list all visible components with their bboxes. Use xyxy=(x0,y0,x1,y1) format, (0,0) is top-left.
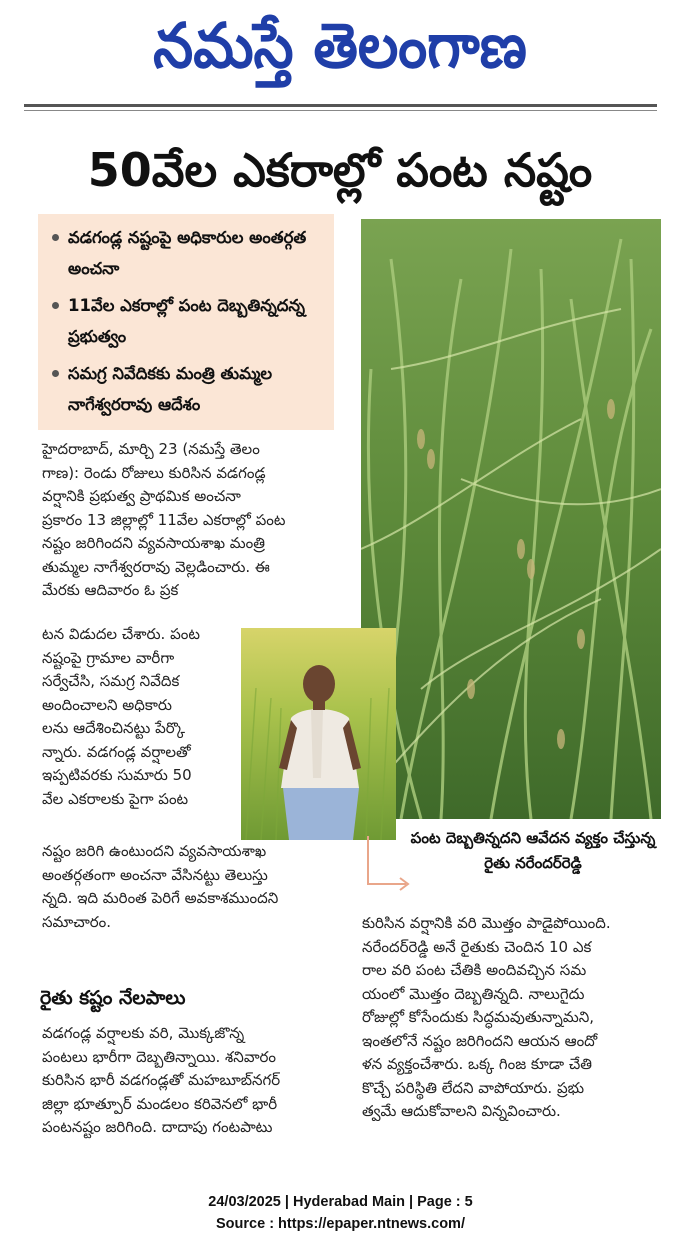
body-line: టన విడుదల చేశారు. పంట xyxy=(42,625,200,643)
body-line: వర్షానికి ప్రభుత్వ ప్రాథమిక అంచనా xyxy=(42,487,241,505)
body-line: ఇంతలోనే నష్టం జరిగిందని ఆయన ఆందో xyxy=(362,1031,598,1050)
section-subheading: రైతు కష్టం నేలపాలు xyxy=(40,987,186,1009)
highlight-item xyxy=(56,358,328,420)
farmer-image xyxy=(241,628,396,840)
article-headline: 50వేల ఎకరాల్లో పంట నష్టం xyxy=(87,143,593,197)
masthead xyxy=(0,0,681,96)
subsection-body xyxy=(42,1022,338,1140)
body-line: గాణ): రెండు రోజులు కురిసిన వడగండ్ల xyxy=(42,463,266,482)
footer-edition-info: 24/03/2025 | Hyderabad Main | Page : 5 xyxy=(208,1194,473,1210)
article-body-continued xyxy=(42,840,338,934)
body-line: రాల వరి పంట చేతికి అందివచ్చిన సమ xyxy=(362,961,587,979)
crop-field-image xyxy=(361,219,661,819)
bullet-icon xyxy=(52,234,59,241)
bullet-icon xyxy=(52,302,59,309)
article-body-narrow xyxy=(42,623,237,811)
body-line: నష్టంపై గ్రామాల వారీగా xyxy=(42,648,175,667)
right-column-body xyxy=(362,912,658,1124)
highlights-box xyxy=(38,214,334,430)
body-line: వేల ఎకరాలకు పైగా పంట xyxy=(42,789,189,808)
body-line: నరేందర్‌రెడ్డి అనే రైతుకు చెందిన 10 ఎక xyxy=(362,937,592,956)
body-line: మేరకు ఆదివారం ఓ ప్రక xyxy=(42,581,179,599)
highlight-text: 11వేల ఎకరాల్లో పంట దెబ్బతిన్నదన్న ప్రభుత్వం xyxy=(68,296,305,346)
body-line: అందించాలని అధికారు xyxy=(42,695,172,714)
newspaper-logo: నమస్తే తెలంగాణ xyxy=(153,9,527,82)
masthead-divider xyxy=(24,104,657,107)
body-line: న్నారు. వడగండ్ల వర్షాలతో xyxy=(42,742,191,761)
body-line: పంటలు భారీగా దెబ్బతిన్నాయి. శనివారం xyxy=(42,1047,277,1066)
body-line: జిల్లా భూత్పూర్ మండలం కరివెనలో భారీ xyxy=(42,1094,278,1113)
body-line: త్వమే ఆదుకోవాలని విన్నవించారు. xyxy=(362,1102,561,1120)
footer-source-link[interactable]: Source : https://epaper.ntnews.com/ xyxy=(216,1216,465,1232)
farmer-photo xyxy=(241,628,396,840)
crop-field-photo xyxy=(361,219,661,819)
body-line: తుమ్మల నాగేశ్వరరావు వెల్లడించారు. ఈ xyxy=(42,557,270,576)
highlight-text: సమగ్ర నివేదికకు మంత్రి తుమ్మల నాగేశ్వరరావు ఆదేశం xyxy=(68,364,273,414)
body-line: అంతర్గతంగా అంచనా వేసినట్టు తెలుస్తు xyxy=(42,865,268,884)
body-line: కొచ్చే పరిస్థితి లేదని వాపోయారు. ప్రభు xyxy=(362,1078,585,1097)
bullet-icon xyxy=(52,370,59,377)
body-line: పంటనష్టం జరిగింది. దాదాపు గంటపాటు xyxy=(42,1118,273,1136)
body-line: సర్వేచేసి, సమగ్ర నివేదిక xyxy=(42,672,180,690)
body-line: యంలో మొత్తం దెబ్బతిన్నది. నాలుగైదు xyxy=(362,984,585,1003)
body-line: కురిసిన భారీ వడగండ్లతో మహబూబ్‌నగర్ xyxy=(42,1071,281,1089)
body-line: రోజుల్లో కోసేందుకు సిద్ధమవుతున్నామని, xyxy=(362,1008,595,1026)
masthead-divider-thin xyxy=(24,110,657,111)
body-line: కురిసిన వర్షానికి వరి మొత్తం పాడైపోయింది. xyxy=(362,914,611,932)
article-body-intro xyxy=(42,438,338,603)
body-line: సమాచారం. xyxy=(42,912,112,931)
highlight-item xyxy=(56,222,328,284)
highlight-text: వడగండ్ల నష్టంపై అధికారుల అంతర్గత అంచనా xyxy=(68,228,307,278)
body-line: ఇప్పటివరకు సుమారు 50 xyxy=(42,766,192,784)
body-line: హైదరాబాద్, మార్చి 23 (నమస్తే తెలం xyxy=(42,440,260,458)
body-line: న్నది. ఇది మరింత పెరిగే అవకాశముందని xyxy=(42,889,279,907)
body-line: నష్టం జరిగి ఉంటుందని వ్యవసాయశాఖ xyxy=(42,842,267,860)
body-line: లను ఆదేశించినట్టు పేర్కొ xyxy=(42,719,186,737)
body-line: వడగండ్ల వర్షాలకు వరి, మొక్కజొన్న xyxy=(42,1024,245,1042)
body-line: ళన వ్యక్తంచేశారు. ఒక్క గింజ కూడా చేతి xyxy=(362,1055,592,1073)
photo-caption: పంట దెబ్బతిన్నదని ఆవేదన వ్యక్తం చేస్తున్న రైతు నరేందర్‌రెడ్డి xyxy=(410,829,656,872)
highlight-item xyxy=(56,290,328,352)
body-line: నష్టం జరిగిందని వ్యవసాయశాఖ మంత్రి xyxy=(42,534,266,552)
body-line: ప్రకారం 13 జిల్లాల్లో 11వేల ఎకరాల్లో పంట xyxy=(42,510,286,529)
